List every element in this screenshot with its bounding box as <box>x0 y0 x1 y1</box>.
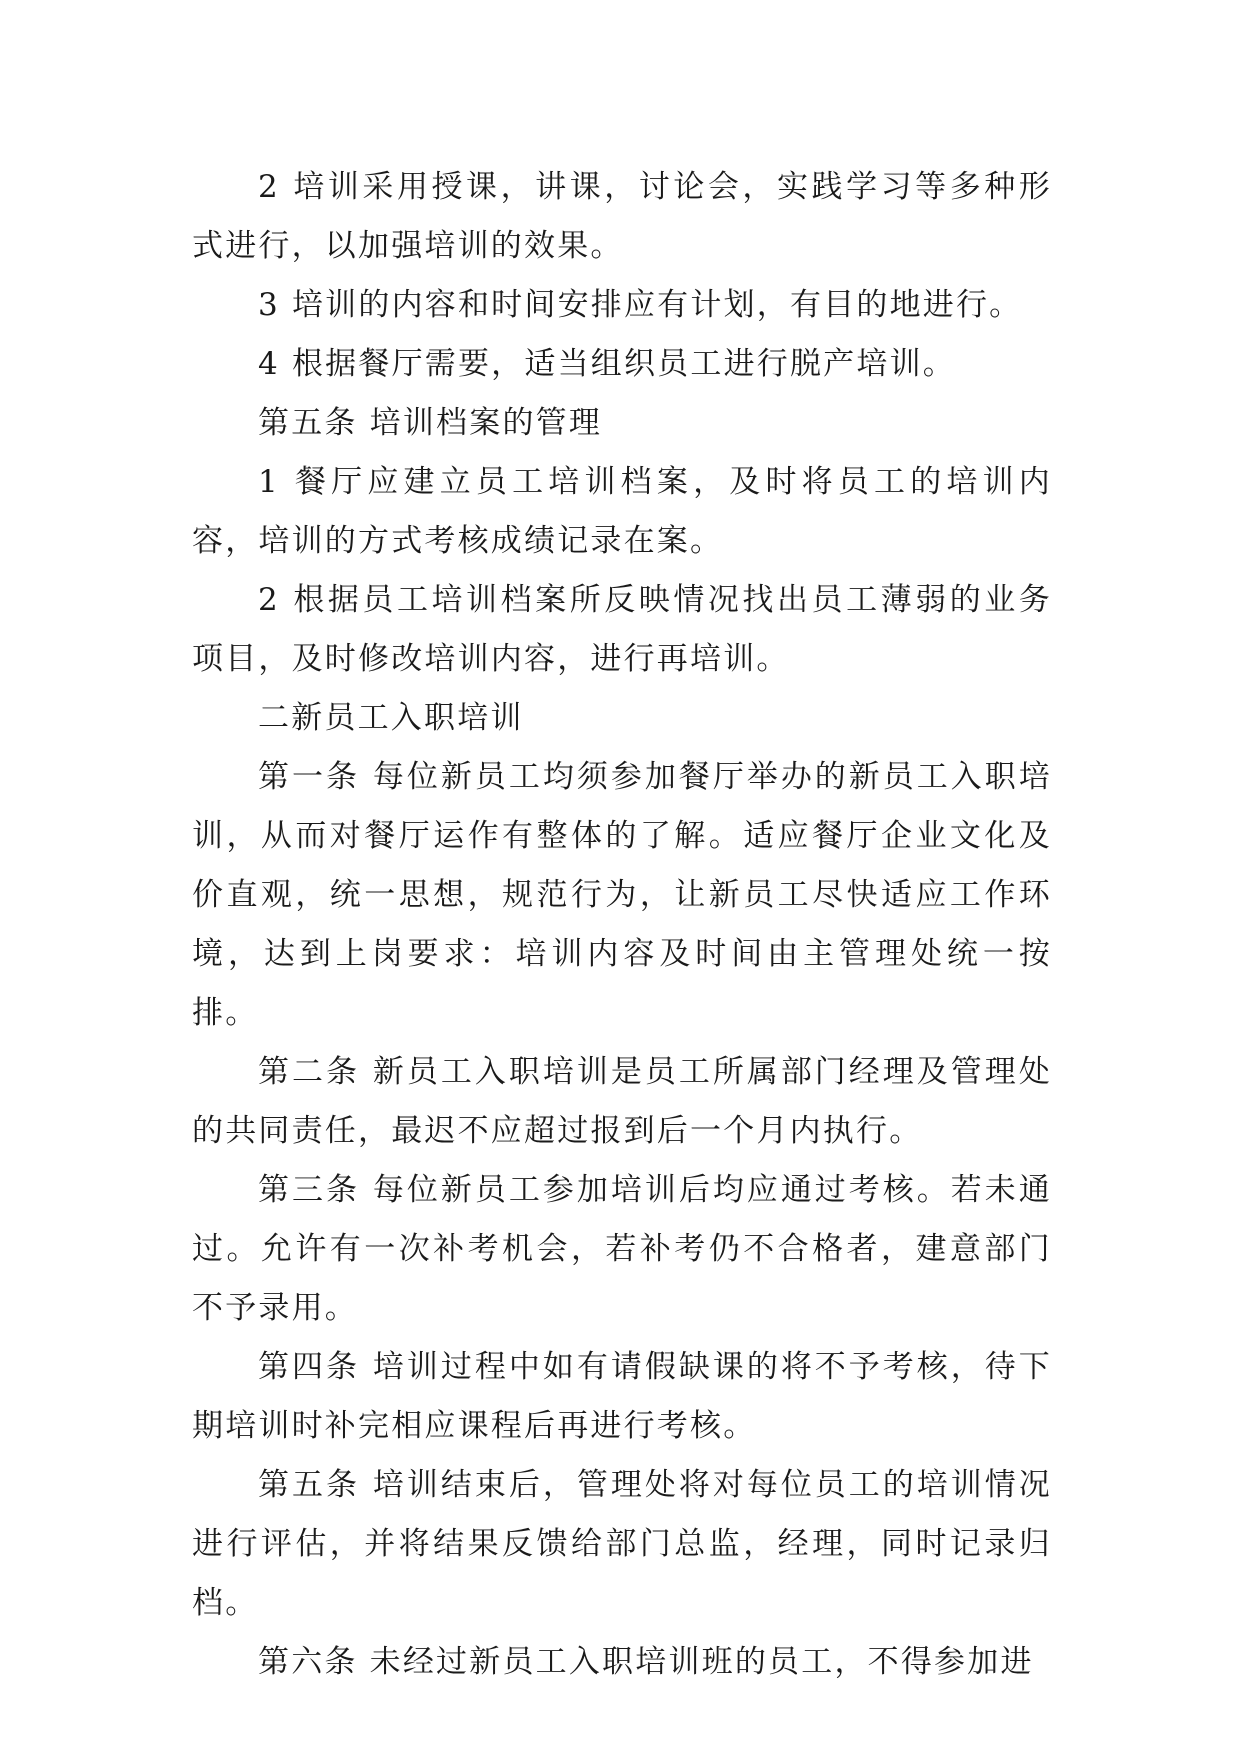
paragraph: 第三条 每位新员工参加培训后均应通过考核。若未通过。允许有一次补考机会，若补考仍不合格者，建意部门不予录用。 <box>192 1172 1052 1326</box>
paragraph: 第一条 每位新员工均须参加餐厅举办的新员工入职培训，从而对餐厅运作有整体的了解。适应餐厅企业文化及价直观，统一思想，规范行为，让新员工尽快适应工作环境，达到上岗要求：培训内容及时间由主管理处统一按排。 <box>192 759 1052 1031</box>
section-heading: 第五条 培训档案的管理 <box>258 405 603 441</box>
paragraph: 第六条 未经过新员工入职培训班的员工，不得参加进 <box>258 1644 1034 1680</box>
paragraph: 第五条 培训结束后，管理处将对每位员工的培训情况进行评估，并将结果反馈给部门总监，经理，同时记录归档。 <box>192 1467 1052 1621</box>
paragraph: 第二条 新员工入职培训是员工所属部门经理及管理处的共同责任，最迟不应超过报到后一个月内执行。 <box>192 1054 1052 1149</box>
paragraph: 2 培训采用授课，讲课，讨论会，实践学习等多种形式进行，以加强培训的效果。 <box>192 169 1052 264</box>
document-body <box>192 158 1052 1692</box>
paragraph: 2 根据员工培训档案所反映情况找出员工薄弱的业务项目，及时修改培训内容，进行再培训。 <box>192 582 1052 677</box>
paragraph: 4 根据餐厅需要，适当组织员工进行脱产培训。 <box>258 346 956 382</box>
section-heading: 二新员工入职培训 <box>258 700 524 736</box>
paragraph: 第四条 培训过程中如有请假缺课的将不予考核，待下期培训时补完相应课程后再进行考核。 <box>192 1349 1052 1444</box>
paragraph: 1 餐厅应建立员工培训档案，及时将员工的培训内容，培训的方式考核成绩记录在案。 <box>192 464 1052 559</box>
paragraph: 3 培训的内容和时间安排应有计划，有目的地进行。 <box>258 287 1023 323</box>
